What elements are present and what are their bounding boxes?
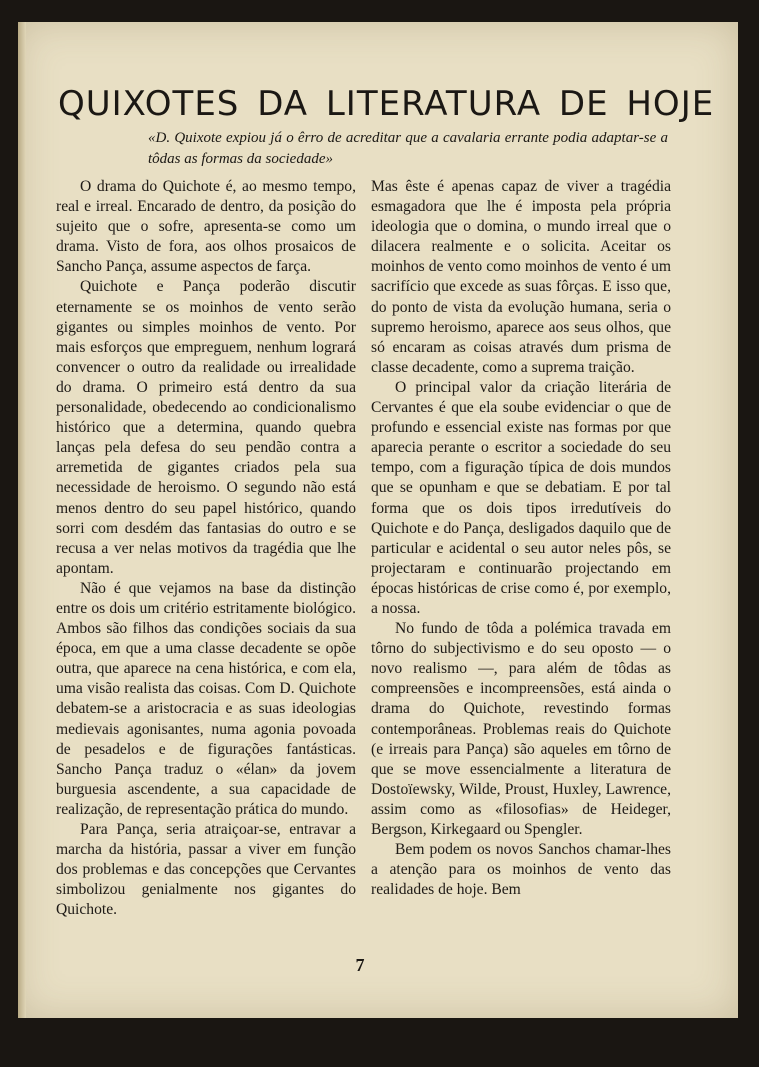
article-epigraph: «D. Quixote expiou já o êrro de acreditar que a cavalaria errante podia adaptar-se a tôdas as formas da sociedade» xyxy=(148,130,668,167)
paragraph: No fundo de tôda a polémica travada em tôrno do subjectivismo e do seu oposto — o novo realismo —, para além de tôdas as compreensões e incompreensões, está ainda o drama do Quichote, revestindo formas contemporâneas. Problemas reais do Quichote (e irreais para Pança) são aqueles em tôrno de que se move essencialmente a literatura de Dostoïewsky, Wilde, Proust, Huxley, Lawrence, assim como as «filosofias» de Heideger, Bergson, Kirkegaard ou Spengler. xyxy=(371,620,671,838)
left-column xyxy=(56,177,356,920)
paragraph: Bem podem os novos Sanchos chamar-lhes a atenção para os moinhos de vento das realidades de hoje. Bem xyxy=(371,841,671,899)
page-number: 7 xyxy=(355,955,365,975)
paragraph: O principal valor da criação literária de Cervantes é que ela soube evidenciar o que de profundo e essencial existe nas formas por que aparecia perante o escritor a sociedade do seu tempo, com a figuração típica de dois mundos que se opunham e que se debatiam. E por tal forma que os dois tipos irredutíveis do Quichote e do Pança, desligados daquilo que de particular e acidental o seu autor neles pôs, se projectaram e continuarão projectando em épocas históricas de crise como é, por exemplo, a nossa. xyxy=(371,378,671,617)
paragraph: Mas êste é apenas capaz de viver a tragédia esmagadora que lhe é imposta pela própria ideologia que o domina, o mundo irreal que o dilacera realmente e o solicita. Aceitar os moinhos de vento como moinhos de vento é um sacrifício que excede as suas fôrças. E isso que, do ponto de vista da evolução humana, seria o supremo heroismo, aparece aos seus olhos, que só encaram as coisas através dum prisma de classe decadente, como a suprema traição. xyxy=(371,178,671,376)
book-page xyxy=(18,22,738,1018)
paragraph: Para Pança, seria atraiçoar-se, entravar a marcha da história, passar a viver em função dos problemas e das concepções que Cervantes simbolizou genialmente nos gigantes do Quichote. xyxy=(56,821,356,919)
article-title: QUIXOTES DA LITERATURA DE HOJE xyxy=(58,84,715,124)
paragraph: Não é que vejamos na base da distinção entre os dois um critério estritamente biológico. Ambos são filhos das condições sociais da sua época, em que a uma classe decadente se opõe outra, que aparece na cena histórica, e com ela, uma visão realista das coisas. Com D. Quichote debatem-se a aristocracia e as suas ideologias medievais agonisantes, numa agonia povoada de pesadelos e de figurações fantásticas. Sancho Pança traduz o «élan» da jovem burguesia ascendente, a sua capacidade de realização, de representação prática do mundo. xyxy=(56,579,356,818)
paragraph: O drama do Quichote é, ao mesmo tempo, real e irreal. Encarado de dentro, da posição do sujeito que o sofre, apresenta-se como um drama. Visto de fora, aos olhos prosaicos de Sancho Pança, assume aspectos de farça. xyxy=(56,178,356,276)
paragraph: Quichote e Pança poderão discutir eternamente se os moinhos de vento serão gigantes ou simples moinhos de vento. Por mais esforços que empreguem, nenhum logrará convencer o outro da realidade ou irrealidade do drama. O primeiro está dentro da sua personalidade, obedecendo ao condicionalismo histórico que a determina, quando quebra lanças pela defesa do seu pendão contra a arremetida de gigantes criados pela sua necessidade de heroismo. O segundo não está menos dentro do seu papel histórico, quando sorri com desdém das fantasias do outro e se recusa a ver nelas motivos da tragédia que lhe apontam. xyxy=(56,278,356,577)
page-spine xyxy=(18,22,26,1018)
right-column xyxy=(371,177,671,900)
